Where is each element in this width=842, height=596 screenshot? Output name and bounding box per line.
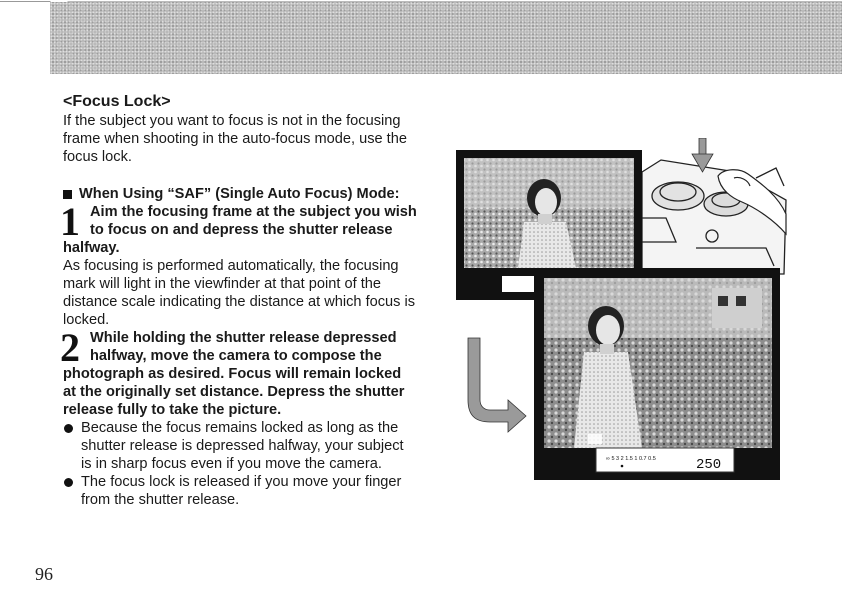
illustration-svg [456, 138, 808, 488]
round-bullet-icon [63, 473, 81, 509]
intro-paragraph: If the subject you want to focus is not in the focusing frame when shooting in the auto-focus mode, use the focus lock. [63, 113, 407, 165]
focus-lock-illustration [456, 138, 808, 488]
section-title: <Focus Lock> [63, 93, 171, 110]
header-band [50, 2, 842, 74]
note-2-text: The focus lock is released if you move your finger from the shutter release. [81, 474, 402, 508]
square-bullet-icon [63, 185, 73, 203]
mode-subheading [63, 185, 418, 203]
camera-top-drawing [642, 160, 786, 274]
step-1-detail: As focusing is performed automatically, the focusing mark will light in the viewfinder at that point of the distance scale indicating the distance at which focus is locked. [63, 258, 416, 328]
step-2-instruction: While holding the shutter release depressed halfway, move the camera to compose the photograph as desired. Focus will remain locked at the originally set distance. Depress the shutter release fully to take the picture. [63, 330, 405, 418]
viewfinder-info-strip [596, 448, 734, 473]
step-1-instruction: Aim the focusing frame at the subject you wish to focus on and depress the shutter release halfway. [63, 204, 417, 256]
round-bullet-icon [63, 419, 81, 473]
step-1 [60, 199, 418, 257]
step-2-number: 2 [60, 325, 80, 370]
page-number: 96 [35, 564, 53, 584]
note-1-text: Because the focus remains locked as long as the shutter release is depressed halfway, your subject is in sharp focus even if you move the camera. [81, 420, 404, 472]
mode-subheading-text: When Using “SAF” (Single Auto Focus) Mode: [79, 186, 400, 202]
viewfinder-readout: 250 [696, 457, 722, 473]
focus-mark-icon [621, 465, 624, 468]
distance-scale: ∞ 5 3 2 1.5 1 0.7 0.5 [606, 456, 656, 462]
note-1 [63, 419, 418, 473]
text-column [60, 93, 418, 509]
step-2 [60, 325, 418, 419]
note-2 [63, 473, 418, 509]
move-camera-arrow-icon [468, 338, 526, 432]
step-1-number: 1 [60, 199, 80, 244]
